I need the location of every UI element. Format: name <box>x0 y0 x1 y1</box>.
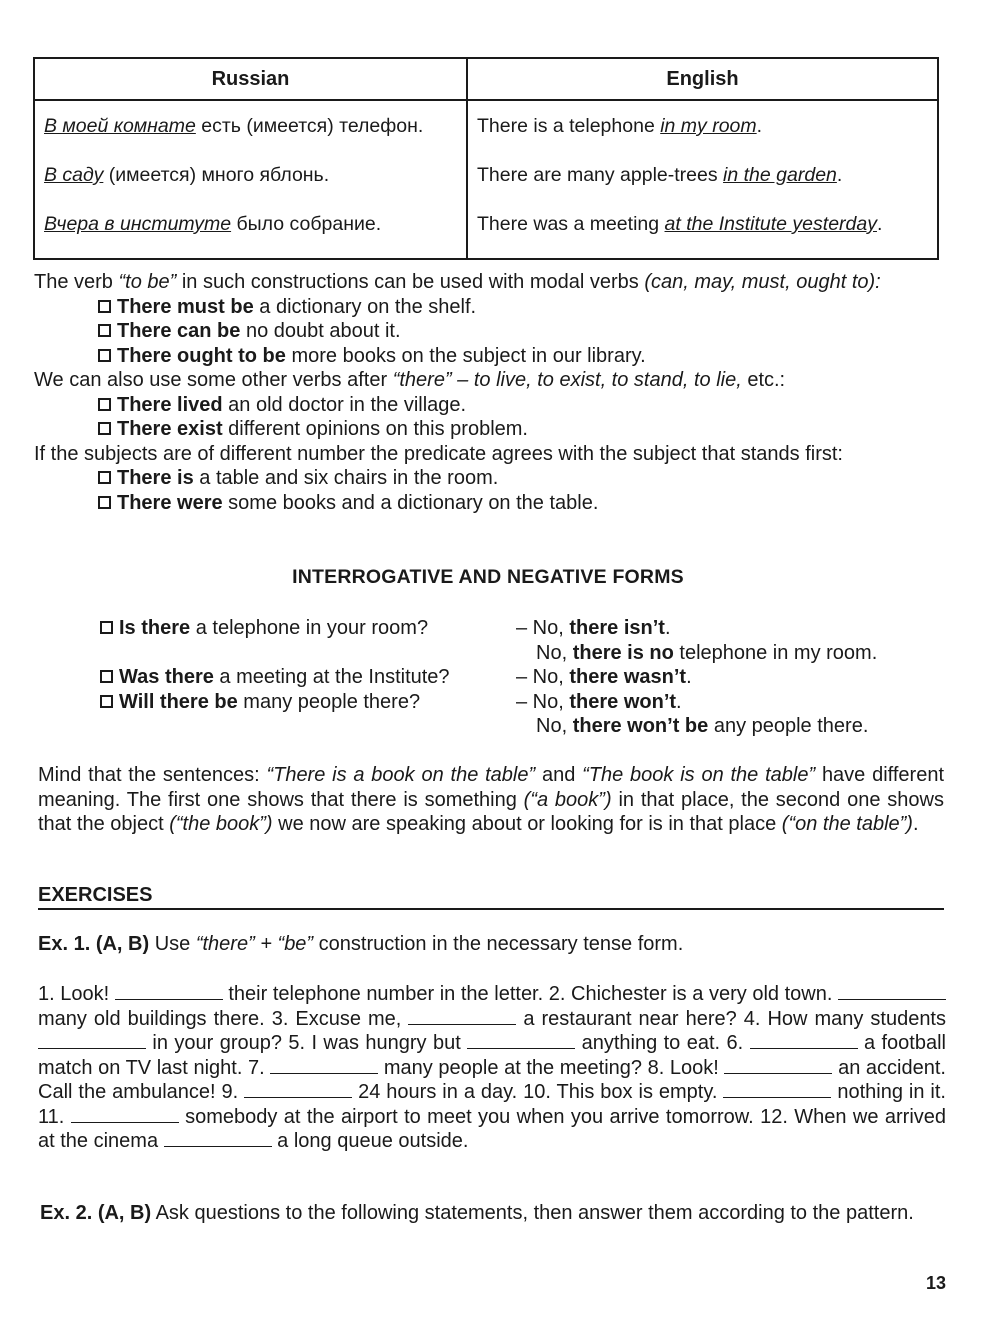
answer: No, there won’t be any people there. <box>536 715 869 737</box>
question-answer-examples <box>100 616 940 739</box>
question: Was there a meeting at the Institute? <box>100 666 450 688</box>
checkbox-bullet-icon <box>100 695 113 708</box>
example-line: There is a table and six chairs in the room. <box>34 466 944 491</box>
checkbox-bullet-icon <box>98 422 111 435</box>
example-line: There must be a dictionary on the shelf. <box>34 295 944 320</box>
answer: – No, there won’t. <box>516 690 682 713</box>
exercise-1-instruction: Ex. 1. (A, B) Use “there” + “be” construction in the necessary tense form. <box>38 933 684 955</box>
checkbox-bullet-icon <box>100 621 113 634</box>
section-heading: INTERROGATIVE AND NEGATIVE FORMS <box>292 566 684 588</box>
comparison-table <box>33 57 939 260</box>
header-russian: Russian <box>34 58 467 100</box>
russian-row: В саду (имеется) много яблонь. <box>44 164 330 186</box>
answer-blank[interactable] <box>244 1080 352 1098</box>
answer-blank[interactable] <box>71 1105 179 1123</box>
exercise-2-instruction: Ex. 2. (A, B) Ask questions to the following statements, then answer them according to the pattern. <box>40 1202 914 1224</box>
russian-row: В моей комнате есть (имеется) телефон. <box>44 115 424 137</box>
english-row: There is a telephone in my room. <box>477 115 763 137</box>
english-column <box>467 100 938 259</box>
modal-intro: The verb “to be” in such constructions can be used with modal verbs (can, may, must, ought to): <box>34 271 881 293</box>
number-intro: If the subjects are of different number the predicate agrees with the subject that stands first: <box>34 442 843 465</box>
answer-blank[interactable] <box>724 1056 832 1074</box>
answer-blank[interactable] <box>164 1129 272 1147</box>
answer-blank[interactable] <box>38 1031 146 1049</box>
english-row: There are many apple-trees in the garden. <box>477 164 843 186</box>
english-row: There was a meeting at the Institute yesterday. <box>477 213 883 235</box>
checkbox-bullet-icon <box>98 324 111 337</box>
header-english: English <box>467 58 938 100</box>
example-line: There can be no doubt about it. <box>34 319 944 344</box>
answer-blank[interactable] <box>270 1056 378 1074</box>
exercises-title: EXERCISES <box>38 884 944 910</box>
answer-blank[interactable] <box>750 1031 858 1049</box>
russian-row: Вчера в институте было собрание. <box>44 213 382 235</box>
question: Is there a telephone in your room? <box>100 617 428 639</box>
checkbox-bullet-icon <box>98 496 111 509</box>
grammar-explanation <box>34 270 944 515</box>
checkbox-bullet-icon <box>98 300 111 313</box>
other-verbs-intro: We can also use some other verbs after “there” – to live, to exist, to stand, to lie, etc.: <box>34 369 786 391</box>
qa-row <box>100 641 940 666</box>
example-line: There lived an old doctor in the village. <box>34 393 944 418</box>
answer: No, there is no telephone in my room. <box>536 641 878 664</box>
exercise-1-text: 1. Look! their telephone number in the letter. 2. Chichester is a very old town. many old buildings there. 3. Excuse me, a restaurant near here? 4. How many students in your group? 5. I was hungry but anything to eat. 6. a football match on TV last night. 7. many people at the meeting? 8. Look! an accident. Call the ambulance! 9. 24 hours in a day. 10. This box is empty. nothing in it. 11. somebody at the airport to meet you when you arrive tomorrow. 12. When we arrived at the cinema a long queue outside. <box>38 983 947 1152</box>
checkbox-bullet-icon <box>98 349 111 362</box>
qa-row <box>100 665 940 690</box>
qa-row <box>100 690 940 715</box>
question: Will there be many people there? <box>100 691 420 713</box>
checkbox-bullet-icon <box>98 398 111 411</box>
answer-blank[interactable] <box>467 1031 575 1049</box>
answer-blank[interactable] <box>115 982 223 1000</box>
example-line: There exist different opinions on this problem. <box>34 417 944 442</box>
checkbox-bullet-icon <box>98 471 111 484</box>
answer: – No, there wasn’t. <box>516 666 692 688</box>
russian-column <box>34 100 467 259</box>
answer: – No, there isn’t. <box>516 617 671 639</box>
example-line: There ought to be more books on the subject in our library. <box>34 344 944 369</box>
example-line: There were some books and a dictionary on the table. <box>34 491 944 516</box>
mind-paragraph: Mind that the sentences: “There is a book on the table” and “The book is on the table” have different meaning. The first one shows that there is something (“a book”) in that place, the second one shows that the object (“the book”) we now are speaking about or looking for is in that place (“on the table”). <box>38 764 945 835</box>
qa-row <box>100 714 940 739</box>
qa-row <box>100 616 940 641</box>
page-number: 13 <box>925 1273 946 1293</box>
answer-blank[interactable] <box>408 1007 516 1025</box>
answer-blank[interactable] <box>723 1080 831 1098</box>
checkbox-bullet-icon <box>100 670 113 683</box>
answer-blank[interactable] <box>838 982 946 1000</box>
